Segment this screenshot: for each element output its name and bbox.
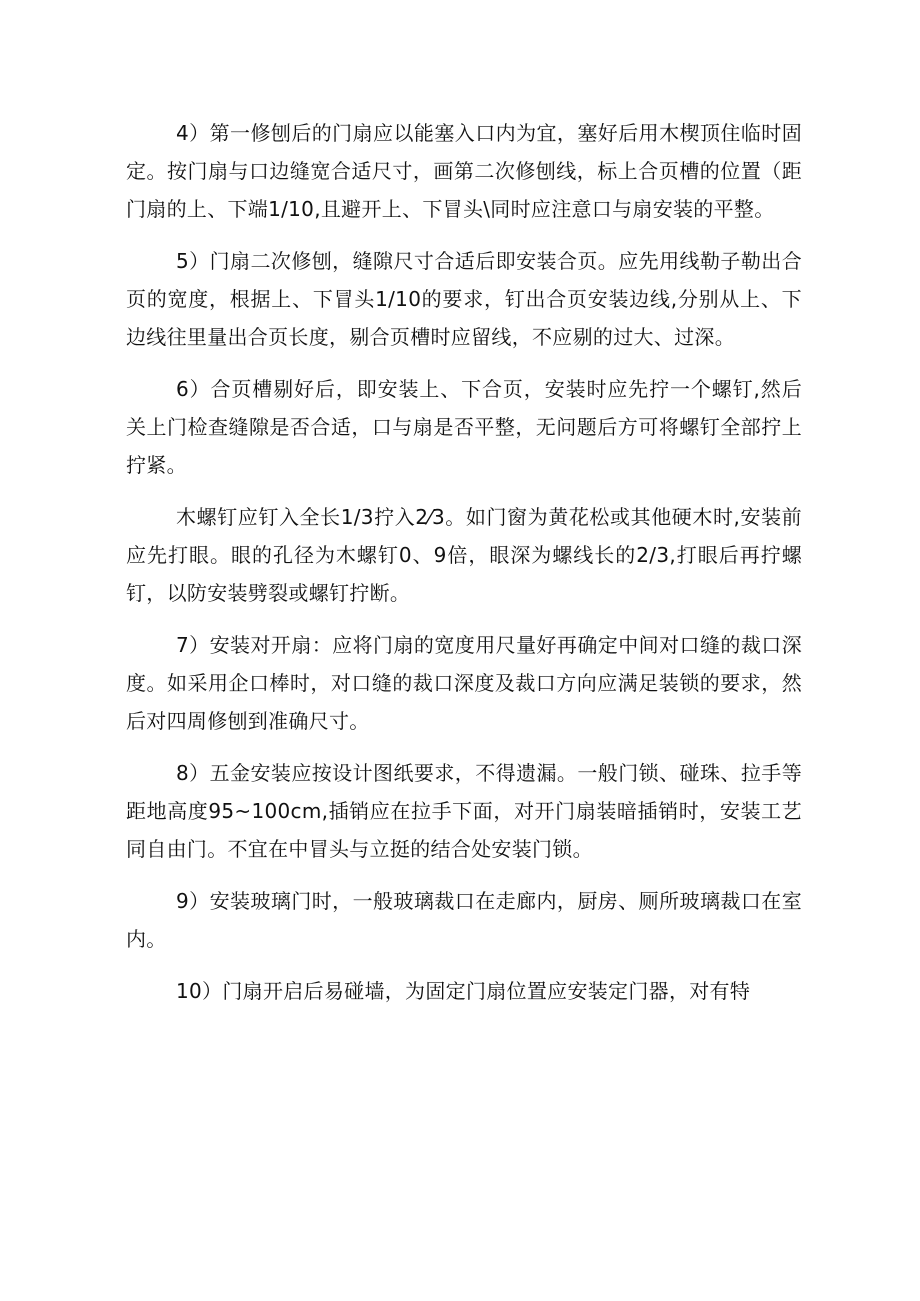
paragraph-step-10: 10）门扇开启后易碰墙，为固定门扇位置应安装定门器，对有特: [176, 979, 751, 1003]
paragraph-step-6: 6）合页槽剔好后，即安装上、下合页，安装时应先拧一个螺钉,然后关上门检查缝隙是否合适，口与扇是否平整，无问题后方可将螺钉全部拧上拧紧。: [126, 377, 802, 477]
paragraph-step-7: 7）安装对开扇：应将门扇的宽度用尺量好再确定中间对口缝的裁口深度。如采用企口棒时，对口缝的裁口深度及裁口方向应满足装锁的要求，然后对四周修刨到准确尺寸。: [126, 633, 802, 733]
paragraph-step-8: 8）五金安装应按设计图纸要求，不得遗漏。一般门锁、碰珠、拉手等距地高度95~100cm,插销应在拉手下面，对开门扇装暗插销时，安装工艺同自由门。不宜在中冒头与立挺的结合处安装门锁。: [126, 761, 802, 861]
paragraph-step-4: 4）第一修刨后的门扇应以能塞入口内为宜，塞好后用木楔顶住临时固定。按门扇与口边缝宽合适尺寸，画第二次修刨线，标上合页槽的位置（距门扇的上、下端1/10,且避开上、下冒头\同时应注意口与扇安装的平整。: [126, 121, 802, 221]
document-body: [126, 114, 802, 1024]
paragraph-step-5: 5）门扇二次修刨，缝隙尺寸合适后即安装合页。应先用线勒子勒出合页的宽度，根据上、下冒头1/10的要求，钉出合页安装边线,分别从上、下边线往里量出合页长度，剔合页槽时应留线，不应剔的过大、过深。: [126, 249, 802, 349]
paragraph-wood-screw-note: 木螺钉应钉入全长1/3拧入2⁄3。如门窗为黄花松或其他硬木时,安装前应先打眼。眼的孔径为木螺钉0、9倍，眼深为螺线长的2/3,打眼后再拧螺钉，以防安装劈裂或螺钉拧断。: [126, 505, 802, 605]
paragraph-step-9: 9）安装玻璃门时，一般玻璃裁口在走廊内，厨房、厕所玻璃裁口在室内。: [126, 889, 802, 951]
